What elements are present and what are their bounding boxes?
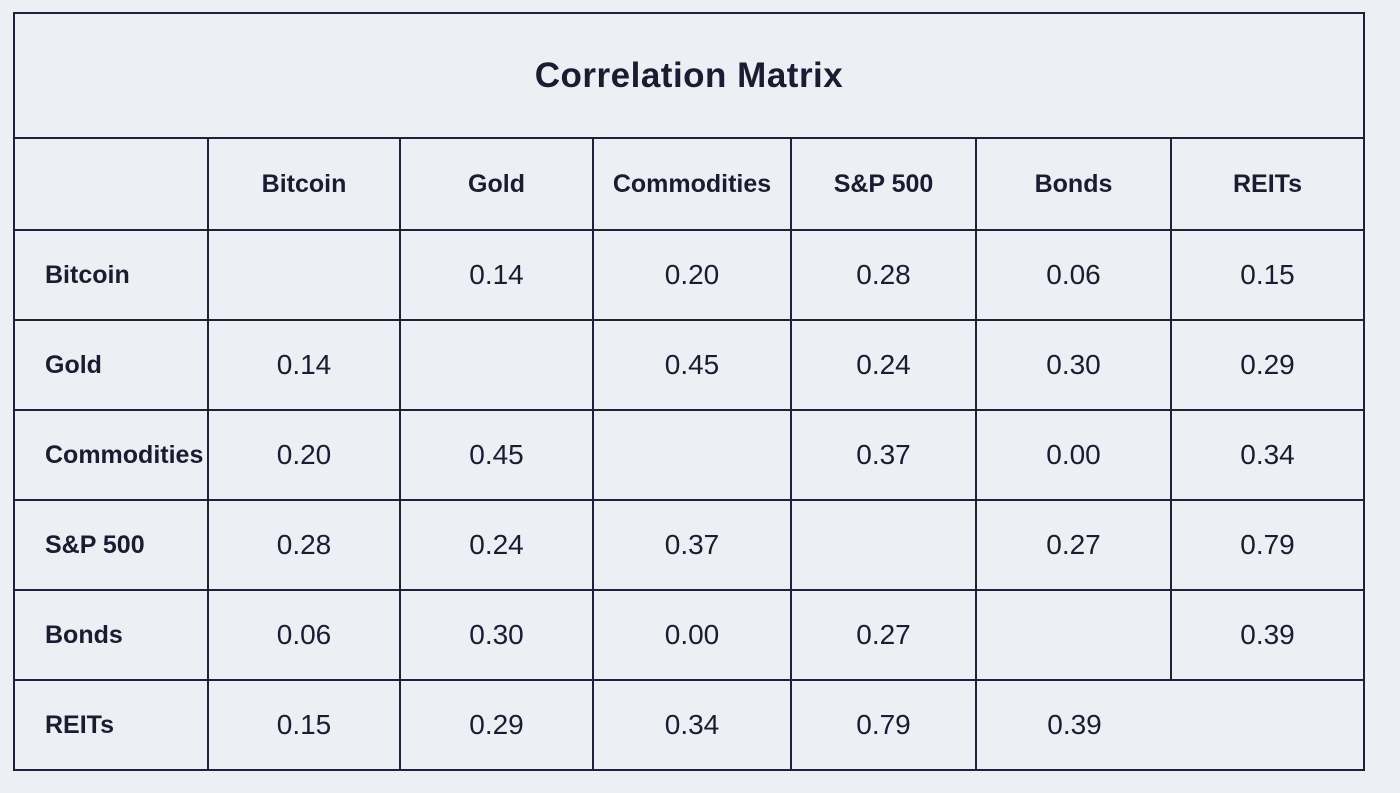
cell-gold-gold bbox=[400, 320, 593, 410]
cell-commodities-bonds: 0.00 bbox=[976, 410, 1171, 500]
chart-title: Correlation Matrix bbox=[14, 13, 1364, 138]
corner-cell bbox=[14, 138, 208, 230]
table-row-bitcoin bbox=[14, 230, 1364, 320]
row-label-reits: REITs bbox=[14, 680, 208, 770]
cell-sp500-commodities: 0.37 bbox=[593, 500, 791, 590]
cell-bitcoin-bitcoin bbox=[208, 230, 400, 320]
title-row bbox=[14, 13, 1364, 138]
cell-bitcoin-gold: 0.14 bbox=[400, 230, 593, 320]
correlation-matrix-table bbox=[13, 12, 1365, 771]
header-cell-sp500: S&P 500 bbox=[791, 138, 976, 230]
cell-gold-commodities: 0.45 bbox=[593, 320, 791, 410]
row-label-bonds: Bonds bbox=[14, 590, 208, 680]
cell-commodities-gold: 0.45 bbox=[400, 410, 593, 500]
cell-bonds-sp500: 0.27 bbox=[791, 590, 976, 680]
header-cell-reits: REITs bbox=[1171, 138, 1364, 230]
cell-commodities-bitcoin: 0.20 bbox=[208, 410, 400, 500]
cell-bonds-bitcoin: 0.06 bbox=[208, 590, 400, 680]
cell-sp500-bonds: 0.27 bbox=[976, 500, 1171, 590]
cell-bonds-commodities: 0.00 bbox=[593, 590, 791, 680]
cell-gold-bonds: 0.30 bbox=[976, 320, 1171, 410]
cell-reits-gold: 0.29 bbox=[400, 680, 593, 770]
header-cell-bonds: Bonds bbox=[976, 138, 1171, 230]
row-label-commodities: Commodities bbox=[14, 410, 208, 500]
table-row-sp500 bbox=[14, 500, 1364, 590]
cell-reits-bonds: 0.39 bbox=[1047, 709, 1102, 740]
table-row-commodities bbox=[14, 410, 1364, 500]
cell-commodities-sp500: 0.37 bbox=[791, 410, 976, 500]
cell-bonds-reits: 0.39 bbox=[1171, 590, 1364, 680]
cell-gold-reits: 0.29 bbox=[1171, 320, 1364, 410]
cell-reits-commodities: 0.34 bbox=[593, 680, 791, 770]
table-row-gold bbox=[14, 320, 1364, 410]
header-row bbox=[14, 138, 1364, 230]
cell-bitcoin-commodities: 0.20 bbox=[593, 230, 791, 320]
cell-bitcoin-bonds: 0.06 bbox=[976, 230, 1171, 320]
row-label-gold: Gold bbox=[14, 320, 208, 410]
cell-gold-bitcoin: 0.14 bbox=[208, 320, 400, 410]
table-row-bonds bbox=[14, 590, 1364, 680]
cell-sp500-bitcoin: 0.28 bbox=[208, 500, 400, 590]
cell-bitcoin-reits: 0.15 bbox=[1171, 230, 1364, 320]
header-cell-gold: Gold bbox=[400, 138, 593, 230]
cell-commodities-commodities bbox=[593, 410, 791, 500]
header-cell-commodities: Commodities bbox=[593, 138, 791, 230]
table-row-reits bbox=[14, 680, 1364, 770]
header-cell-bitcoin: Bitcoin bbox=[208, 138, 400, 230]
cell-reits-bitcoin: 0.15 bbox=[208, 680, 400, 770]
row-label-bitcoin: Bitcoin bbox=[14, 230, 208, 320]
cell-commodities-reits: 0.34 bbox=[1171, 410, 1364, 500]
cell-sp500-sp500 bbox=[791, 500, 976, 590]
cell-sp500-gold: 0.24 bbox=[400, 500, 593, 590]
cell-reits-bonds-reits-merged bbox=[976, 680, 1364, 770]
cell-sp500-reits: 0.79 bbox=[1171, 500, 1364, 590]
cell-reits-sp500: 0.79 bbox=[791, 680, 976, 770]
cell-bonds-bonds bbox=[976, 590, 1171, 680]
cell-gold-sp500: 0.24 bbox=[791, 320, 976, 410]
row-label-sp500: S&P 500 bbox=[14, 500, 208, 590]
cell-bonds-gold: 0.30 bbox=[400, 590, 593, 680]
cell-bitcoin-sp500: 0.28 bbox=[791, 230, 976, 320]
